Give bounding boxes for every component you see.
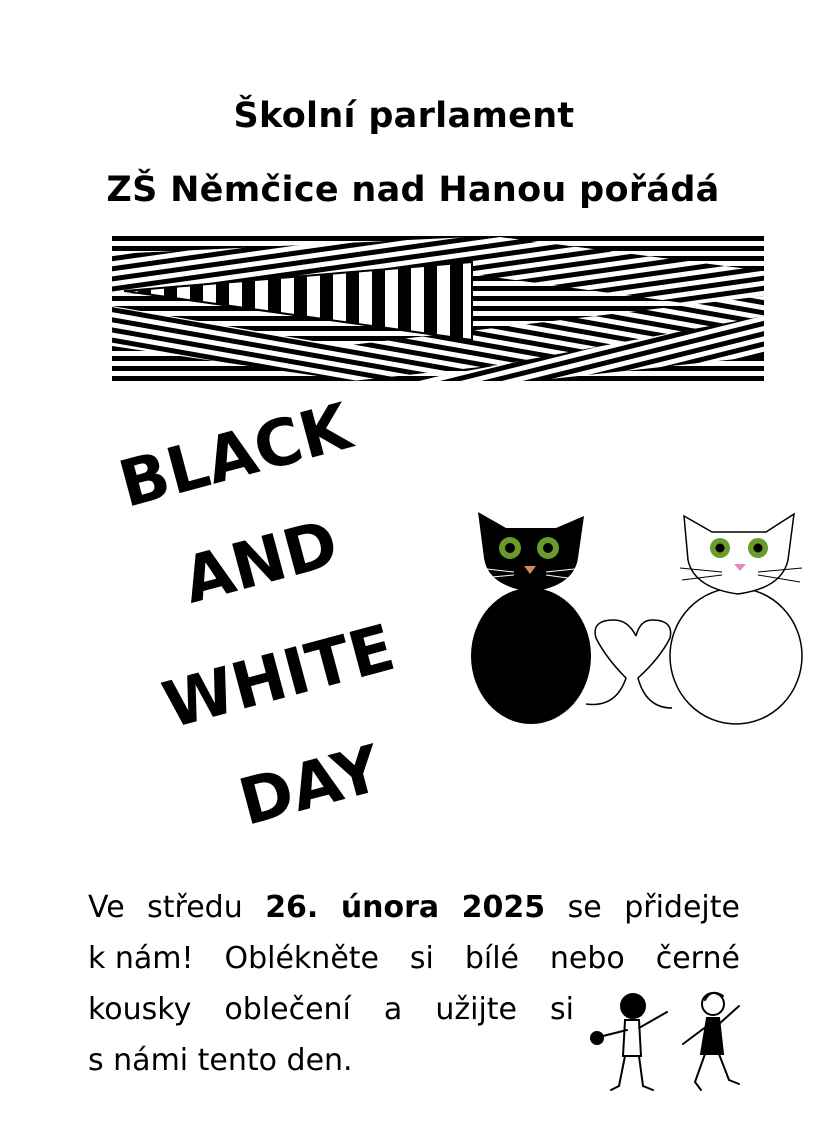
text-row-1 [88,882,740,933]
text-word: nebo [549,941,625,976]
text-word: kousky [88,992,192,1027]
text-row-3 [88,984,574,1035]
title-word-black: BLACK [111,390,359,523]
event-year: 2025 [461,890,546,925]
text-word: k nám! [88,941,194,976]
header-line-2: ZŠ Němčice nad Hanou pořádá [106,170,720,210]
text-word: si [550,992,574,1027]
title-word-day: DAY [231,732,389,841]
title-word-and: AND [175,506,346,619]
text-word: bílé [464,941,519,976]
dancing-kids-icon [583,986,753,1104]
text-word: a [383,992,403,1027]
text-word: přidejte [624,890,740,925]
text-word: černé [655,941,740,976]
text-word: užijte [435,992,517,1027]
event-title [95,390,435,842]
text-row-4: s námi tento den. [88,1043,353,1078]
text-word: se [567,890,602,925]
text-word: oblečení [224,992,351,1027]
stripes-banner-icon [112,236,764,381]
text-word: Oblékněte [224,941,379,976]
event-day: 26. [265,890,319,925]
header-line-1: Školní parlament [233,96,575,136]
text-row-2 [88,933,740,984]
text-word: středu [147,890,243,925]
text-word: si [409,941,434,976]
event-month: února [340,890,440,925]
title-word-white: WHITE [155,611,403,744]
text-word: Ve [88,890,125,925]
black-and-white-cats-icon [466,508,806,728]
